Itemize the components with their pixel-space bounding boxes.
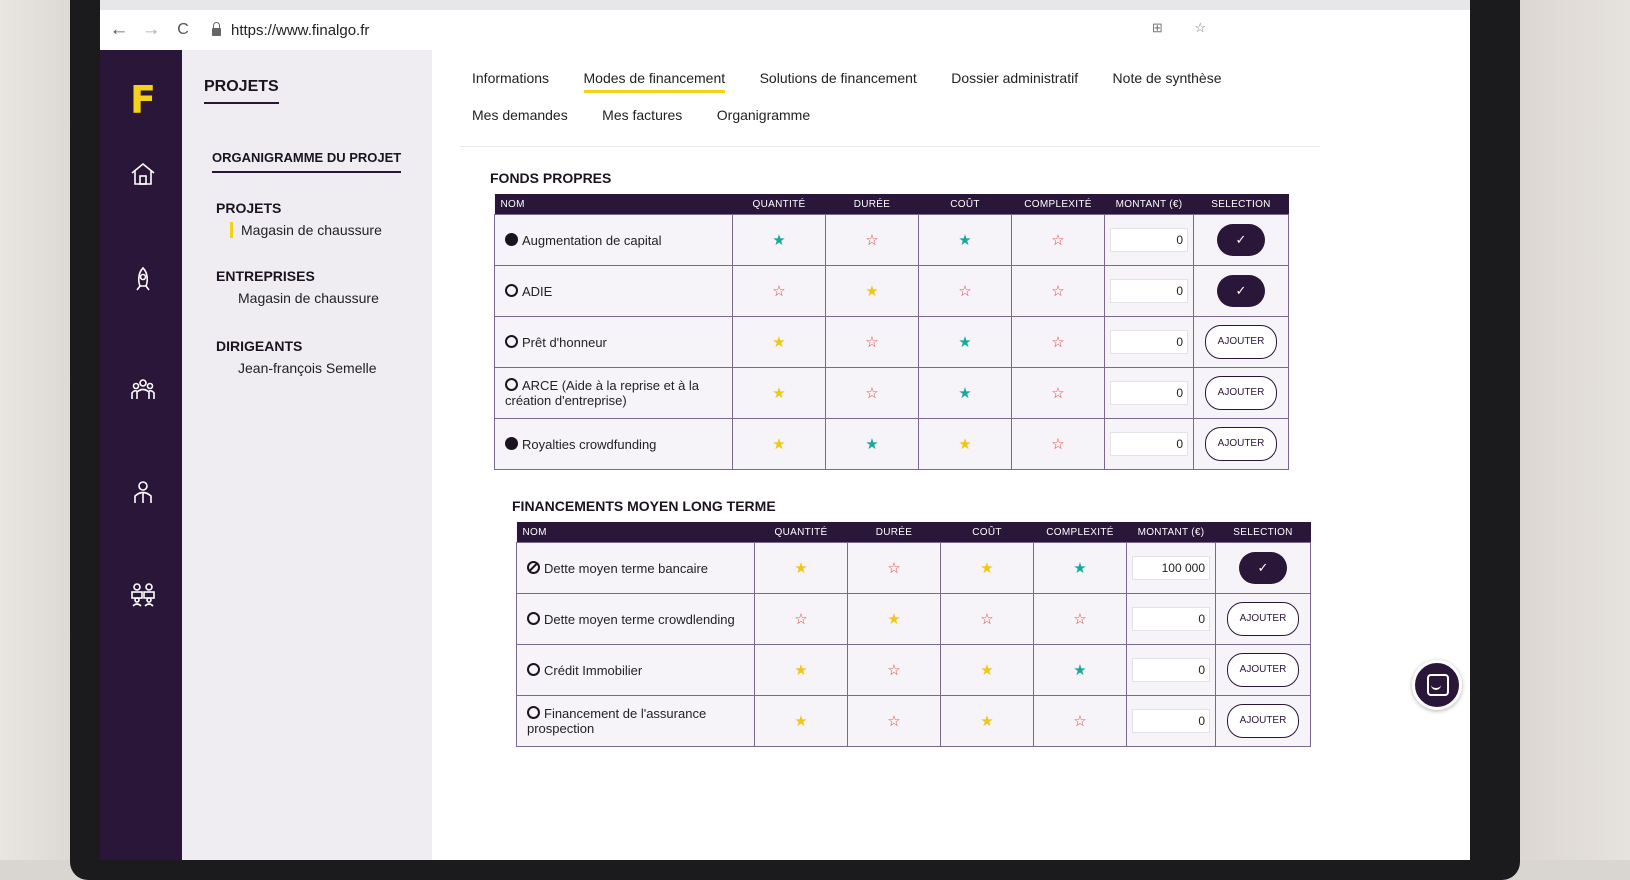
add-button[interactable]: AJOUTER <box>1205 376 1277 410</box>
star-icon: ☆ <box>980 611 994 628</box>
forward-arrow-icon[interactable]: → <box>141 19 161 40</box>
star-icon: ☆ <box>1073 611 1087 628</box>
star-icon: ☆ <box>1051 385 1065 402</box>
rating-cell <box>826 419 919 470</box>
star-icon: ★ <box>772 232 786 249</box>
rating-cell <box>1034 594 1127 645</box>
rating-cell <box>848 696 941 747</box>
tab-mes-factures[interactable]: Mes factures <box>602 107 683 123</box>
rating-cell <box>826 368 919 419</box>
table-row <box>517 543 1311 594</box>
rating-cell <box>733 419 826 470</box>
star-icon: ★ <box>794 560 808 577</box>
rating-cell <box>826 317 919 368</box>
funding-name-cell <box>517 645 755 696</box>
tab-modes-de-financement[interactable]: Modes de financement <box>584 70 726 93</box>
funding-name: ADIE <box>522 283 553 299</box>
star-icon: ★ <box>980 713 994 730</box>
table-header-row <box>495 194 1289 215</box>
star-icon: ★ <box>865 283 879 300</box>
tab-note-de-synthese[interactable]: Note de synthèse <box>1112 70 1222 86</box>
director-item[interactable]: Jean-françois Semelle <box>238 360 377 376</box>
project-item[interactable]: Magasin de chaussure <box>230 222 382 238</box>
amount-cell <box>1105 317 1194 368</box>
person-icon[interactable] <box>129 478 157 506</box>
amount-input[interactable]: 0 <box>1110 228 1188 252</box>
rating-cell <box>1012 419 1105 470</box>
star-icon: ★ <box>980 662 994 679</box>
group-label-dirigeants: DIRIGEANTS <box>216 338 303 354</box>
rating-cell <box>1012 368 1105 419</box>
table-row <box>495 215 1289 266</box>
rating-cell <box>941 645 1034 696</box>
funding-name: Crédit Immobilier <box>544 662 643 678</box>
table-row <box>495 419 1289 470</box>
star-icon: ★ <box>794 713 808 730</box>
column-header-complexite: COMPLEXITÉ <box>1012 194 1105 215</box>
table-row <box>517 645 1311 696</box>
selection-cell <box>1216 543 1311 594</box>
laptop-screen <box>100 0 1470 860</box>
star-icon: ☆ <box>865 232 879 249</box>
tab-solutions-de-financement[interactable]: Solutions de financement <box>759 70 917 86</box>
radio-button[interactable] <box>527 663 540 676</box>
finalgo-logo[interactable]: F <box>130 78 156 122</box>
column-header-cout: COÛT <box>919 194 1012 215</box>
star-icon: ★ <box>794 662 808 679</box>
radio-button[interactable] <box>505 233 518 246</box>
star-icon: ☆ <box>1051 283 1065 300</box>
add-button[interactable]: AJOUTER <box>1227 602 1299 636</box>
rating-cell <box>733 368 826 419</box>
icon-rail <box>100 50 182 860</box>
url-text: https://www.finalgo.fr <box>231 21 370 39</box>
project-panel <box>182 50 432 860</box>
browser-tab-strip <box>100 0 1470 10</box>
tabs-divider <box>460 146 1320 147</box>
rating-cell <box>733 266 826 317</box>
radio-button[interactable] <box>505 378 518 391</box>
funding-name: Augmentation de capital <box>522 232 662 248</box>
rating-cell <box>755 645 848 696</box>
funding-name: Prêt d'honneur <box>522 334 607 350</box>
funding-name-cell <box>495 215 733 266</box>
radio-button[interactable] <box>527 561 540 574</box>
funding-name: ARCE (Aide à la reprise et à la création d'entreprise) <box>505 378 700 408</box>
amount-input[interactable]: 0 <box>1132 709 1210 733</box>
tab-organigramme[interactable]: Organigramme <box>716 107 811 123</box>
rating-cell <box>848 594 941 645</box>
main-content <box>432 50 1470 860</box>
column-header-duree: DURÉE <box>826 194 919 215</box>
star-icon: ☆ <box>887 713 901 730</box>
star-icon: ★ <box>958 385 972 402</box>
amount-input[interactable]: 100 000 <box>1132 556 1210 580</box>
browser-address-bar <box>100 10 1470 51</box>
rating-cell <box>919 215 1012 266</box>
funding-name-cell <box>517 543 755 594</box>
radio-button[interactable] <box>527 706 540 719</box>
section-title-fonds-propres: FONDS PROPRES <box>490 170 612 186</box>
rocket-icon[interactable] <box>129 265 157 293</box>
rating-cell <box>919 419 1012 470</box>
star-icon: ★ <box>772 436 786 453</box>
star-icon: ★ <box>1073 662 1087 679</box>
star-icon: ★ <box>865 436 879 453</box>
star-icon: ★ <box>1073 560 1087 577</box>
amount-cell <box>1127 543 1216 594</box>
funding-name: Royalties crowdfunding <box>522 436 657 452</box>
add-button[interactable]: AJOUTER <box>1227 653 1299 687</box>
amount-input[interactable]: 0 <box>1110 432 1188 456</box>
tab-mes-demandes[interactable]: Mes demandes <box>472 107 568 123</box>
table-header-row <box>517 522 1311 543</box>
add-button[interactable]: AJOUTER <box>1205 325 1277 359</box>
back-arrow-icon[interactable]: ← <box>109 19 129 40</box>
amount-cell <box>1127 645 1216 696</box>
star-icon: ☆ <box>887 560 901 577</box>
add-button[interactable]: AJOUTER <box>1227 704 1299 738</box>
rating-cell <box>755 696 848 747</box>
star-icon: ★ <box>958 436 972 453</box>
chat-icon[interactable] <box>1412 660 1462 710</box>
selection-cell <box>1194 215 1289 266</box>
star-icon: ☆ <box>1051 232 1065 249</box>
funding-name-cell <box>517 594 755 645</box>
funding-table-fonds-propres <box>494 194 1289 470</box>
funding-name-cell <box>517 696 755 747</box>
rating-cell <box>848 543 941 594</box>
column-header-quantite: QUANTITÉ <box>733 194 826 215</box>
amount-input[interactable]: 0 <box>1132 607 1210 631</box>
table-row <box>495 368 1289 419</box>
rating-cell <box>1012 215 1105 266</box>
selection-cell <box>1194 266 1289 317</box>
funding-name-cell <box>495 266 733 317</box>
group-label-entreprises: ENTREPRISES <box>216 268 315 284</box>
star-icon: ☆ <box>958 283 972 300</box>
table-row <box>495 317 1289 368</box>
section-title-financements: FINANCEMENTS MOYEN LONG TERME <box>512 498 776 514</box>
amount-input[interactable]: 0 <box>1110 330 1188 354</box>
star-icon: ★ <box>772 385 786 402</box>
home-icon[interactable] <box>129 160 157 188</box>
amount-cell <box>1105 215 1194 266</box>
radio-button[interactable] <box>505 335 518 348</box>
radio-button[interactable] <box>505 437 518 450</box>
column-header-duree: DURÉE <box>848 522 941 543</box>
rating-cell <box>1034 696 1127 747</box>
table-row <box>517 696 1311 747</box>
tab-bar <box>472 70 1332 141</box>
amount-input[interactable]: 0 <box>1132 658 1210 682</box>
rating-cell <box>1012 317 1105 368</box>
rating-cell <box>848 645 941 696</box>
rating-cell <box>941 594 1034 645</box>
column-header-montant: MONTANT (€) <box>1127 522 1216 543</box>
selection-cell <box>1216 696 1311 747</box>
star-icon: ★ <box>958 232 972 249</box>
amount-cell <box>1105 419 1194 470</box>
lock-icon <box>212 28 221 36</box>
url-field[interactable] <box>212 22 369 39</box>
star-icon: ★ <box>772 334 786 351</box>
enterprise-item[interactable]: Magasin de chaussure <box>238 290 379 306</box>
selection-cell <box>1216 594 1311 645</box>
team-icon[interactable] <box>129 375 157 403</box>
rating-cell <box>1012 266 1105 317</box>
selection-cell <box>1216 645 1311 696</box>
amount-cell <box>1105 266 1194 317</box>
star-icon: ☆ <box>865 334 879 351</box>
people-icon[interactable] <box>129 580 157 608</box>
add-button[interactable]: AJOUTER <box>1205 427 1277 461</box>
funding-name: Dette moyen terme crowdlending <box>544 611 735 627</box>
extension-icons[interactable]: ⊞ ☆ <box>1151 20 1220 35</box>
radio-button[interactable] <box>527 612 540 625</box>
tab-dossier-administratif[interactable]: Dossier administratif <box>951 70 1079 86</box>
star-icon: ☆ <box>772 283 786 300</box>
column-header-selection: SELECTION <box>1216 522 1311 543</box>
column-header-montant: MONTANT (€) <box>1105 194 1194 215</box>
organigramme-link[interactable]: ORGANIGRAMME DU PROJET <box>212 150 401 173</box>
amount-input[interactable]: 0 <box>1110 381 1188 405</box>
amount-cell <box>1127 696 1216 747</box>
column-header-quantite: QUANTITÉ <box>755 522 848 543</box>
star-icon: ☆ <box>1073 713 1087 730</box>
rating-cell <box>733 317 826 368</box>
tab-informations[interactable]: Informations <box>472 70 550 86</box>
star-icon: ☆ <box>865 385 879 402</box>
panel-title: PROJETS <box>204 78 279 104</box>
radio-button[interactable] <box>505 284 518 297</box>
star-icon: ★ <box>980 560 994 577</box>
column-header-cout: COÛT <box>941 522 1034 543</box>
star-icon: ★ <box>958 334 972 351</box>
amount-cell <box>1127 594 1216 645</box>
selection-cell <box>1194 419 1289 470</box>
table-row <box>495 266 1289 317</box>
rating-cell <box>826 215 919 266</box>
rating-cell <box>919 266 1012 317</box>
rating-cell <box>755 543 848 594</box>
rating-cell <box>941 696 1034 747</box>
funding-name-cell <box>495 317 733 368</box>
column-header-complexite: COMPLEXITÉ <box>1034 522 1127 543</box>
star-icon: ☆ <box>794 611 808 628</box>
selected-button[interactable]: ✓ <box>1239 552 1287 584</box>
column-header-nom: NOM <box>495 194 733 215</box>
rating-cell <box>755 594 848 645</box>
star-icon: ★ <box>887 611 901 628</box>
star-icon: ☆ <box>887 662 901 679</box>
rating-cell <box>733 215 826 266</box>
column-header-nom: NOM <box>517 522 755 543</box>
group-label-projets: PROJETS <box>216 200 282 216</box>
amount-input[interactable]: 0 <box>1110 279 1188 303</box>
selection-cell <box>1194 368 1289 419</box>
column-header-selection: SELECTION <box>1194 194 1289 215</box>
finalgo-app <box>100 50 1470 860</box>
selection-cell <box>1194 317 1289 368</box>
reload-icon[interactable]: C <box>177 21 189 38</box>
funding-table-financements <box>516 522 1311 747</box>
star-icon: ☆ <box>1051 334 1065 351</box>
funding-name-cell <box>495 368 733 419</box>
selected-button[interactable]: ✓ <box>1217 275 1265 307</box>
funding-name-cell <box>495 419 733 470</box>
rating-cell <box>826 266 919 317</box>
rating-cell <box>1034 645 1127 696</box>
rating-cell <box>1034 543 1127 594</box>
rating-cell <box>919 317 1012 368</box>
star-icon: ☆ <box>1051 436 1065 453</box>
table-row <box>517 594 1311 645</box>
amount-cell <box>1105 368 1194 419</box>
rating-cell <box>919 368 1012 419</box>
funding-name: Dette moyen terme bancaire <box>544 560 709 576</box>
selected-button[interactable]: ✓ <box>1217 224 1265 256</box>
funding-name: Financement de l'assurance prospection <box>527 706 707 736</box>
rating-cell <box>941 543 1034 594</box>
